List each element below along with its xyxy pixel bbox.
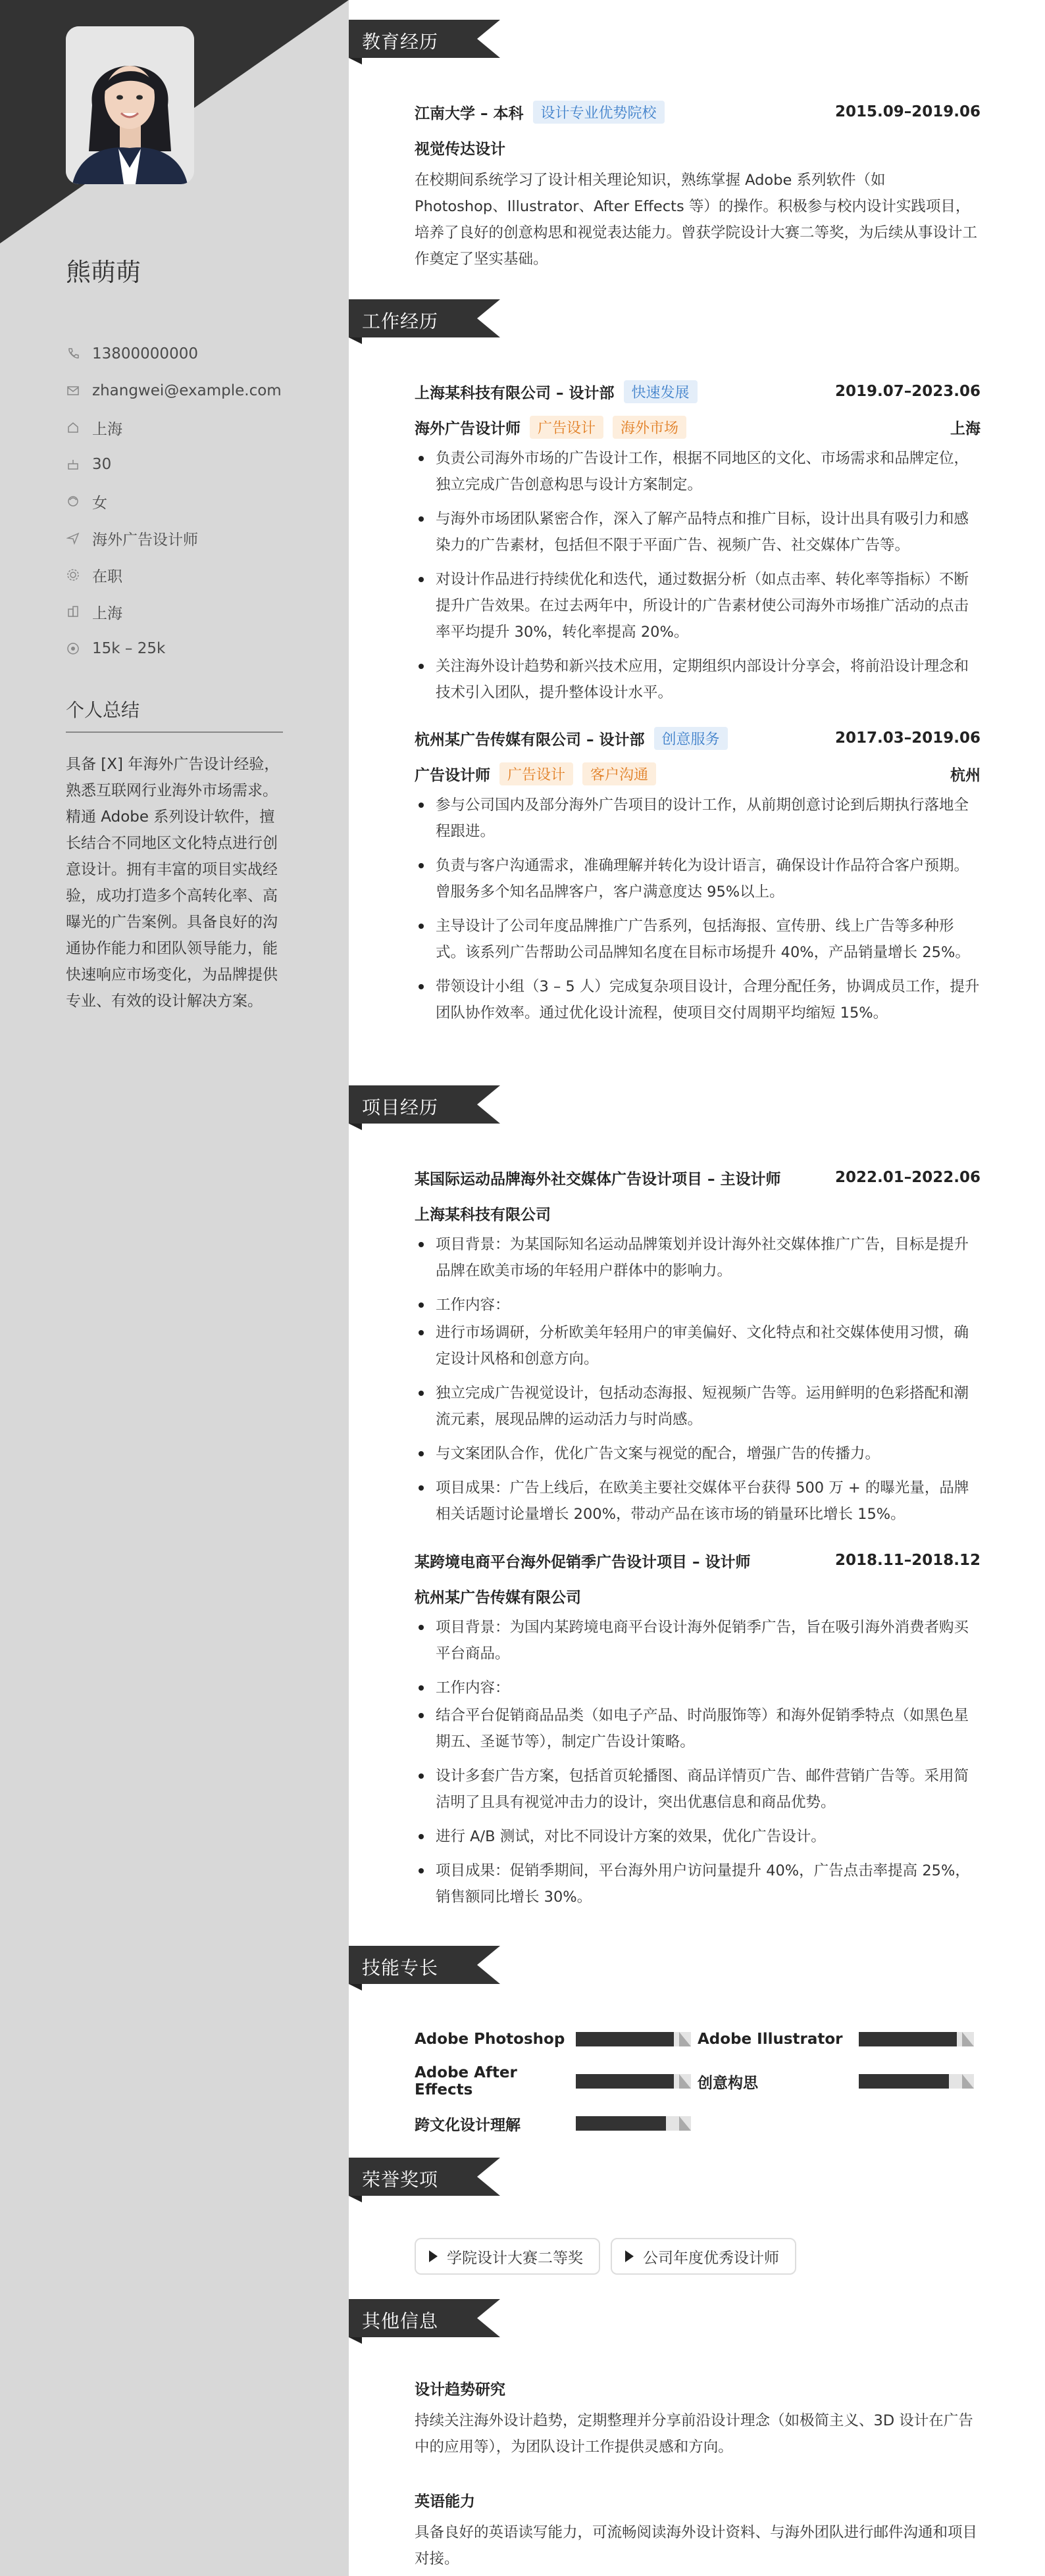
section-header-work [336, 299, 500, 337]
work-entry [415, 725, 981, 1034]
skill-item [415, 2110, 698, 2137]
company-name: 杭州某广告传媒有限公司 – 设计部 [415, 731, 645, 749]
home-icon [66, 420, 80, 435]
project-title: 某国际运动品牌海外社交媒体广告设计项目 – 主设计师 [415, 1170, 781, 1188]
honor-text: 学院设计大赛二等奖 [447, 2249, 583, 2267]
skill-item [415, 2064, 698, 2098]
main-content [349, 0, 1045, 2576]
list-item: 工作内容： [415, 1292, 981, 1318]
contact-status [66, 557, 283, 593]
section-header-skills [336, 1946, 500, 1984]
mail-icon [66, 384, 80, 398]
list-item: 进行 A/B 测试，对比不同设计方案的效果，优化广告设计。 [415, 1823, 981, 1850]
contact-text: 在职 [92, 568, 122, 585]
education-desc: 在校期间系统学习了设计相关理论知识，熟练掌握 Adobe 系列软件（如 Photoshop、Illustrator、After Effects 等）的操作。积极参与校内设计实践项目，培养了良好的创意构思和视觉表达能力。曾获学院设计大赛二等奖，为后续从事设计工作奠定了坚实基础。 [415, 172, 978, 268]
sidebar [0, 0, 349, 2576]
skill-bar [576, 2116, 691, 2131]
contact-text: 13800000000 [92, 345, 198, 362]
work-period: 2017.03–2019.06 [834, 730, 981, 747]
contact-text: zhangwei@example.com [92, 382, 282, 399]
list-item: 项目成果：促销季期间，平台海外用户访问量提升 40%，广告点击率提高 25%，销售额同比增长 30%。 [415, 1858, 981, 1910]
list-item: 关注海外设计趋势和新兴技术应用，定期组织内部设计分享会，将前沿设计理念和技术引入团队，提升整体设计水平。 [415, 653, 981, 706]
role-name: 海外广告设计师 [415, 420, 521, 437]
contact-text: 海外广告设计师 [92, 531, 198, 549]
role-tag: 广告设计 [530, 416, 603, 439]
summary-title: 个人总结 [66, 699, 140, 721]
project-entry [415, 1547, 981, 1918]
list-item: 负责与客户沟通需求，准确理解并转化为设计语言，确保设计作品符合客户预期。曾服务多个知名品牌客户，客户满意度达 95%以上。 [415, 853, 981, 905]
project-company: 杭州某广告传媒有限公司 [415, 1589, 581, 1606]
section-title: 教育经历 [362, 31, 439, 53]
list-item: 独立完成广告视觉设计，包括动态海报、短视频广告等。运用鲜明的色彩搭配和潮流元素，展现品牌的运动活力与时尚感。 [415, 1380, 981, 1433]
project-bullets [415, 1614, 981, 1910]
contact-gender [66, 483, 283, 520]
summary-text: 具备 [X] 年海外广告设计经验，熟悉互联网行业海外市场需求。精通 Adobe 系列设计软件，擅长结合不同地区文化特点进行创意设计。拥有丰富的项目实战经验，成功打造多个高转化率、高曝光的广告案例。具备良好的沟通协作能力和团队领导能力，能快速响应市场变化，为品牌提供专业、有效的设计解决方案。 [66, 756, 280, 1010]
work-bullets [415, 445, 981, 706]
list-item: 与海外市场团队紧密合作，深入了解产品特点和推广目标，设计出具有吸引力和感染力的广告素材，包括但不限于平面广告、视频广告、社交媒体广告等。 [415, 506, 981, 558]
contact-salary [66, 630, 283, 667]
contact-email [66, 372, 283, 409]
list-item: 对设计作品进行持续优化和迭代，通过数据分析（如点击率、转化率等指标）不断提升广告效果。在过去两年中，所设计的广告素材使公司海外市场推广活动的点击率平均提升 30%，转化率提高 20%。 [415, 566, 981, 645]
list-item: 负责公司海外市场的广告设计工作，根据不同地区的文化、市场需求和品牌定位，独立完成广告创意构思与设计方案制定。 [415, 445, 981, 498]
skill-name: Adobe Illustrator [698, 2031, 843, 2048]
list-item: 设计多套广告方案，包括首页轮播图、商品详情页广告、邮件营销广告等。采用简洁明了且具有视觉冲击力的设计，突出优惠信息和商品优势。 [415, 1763, 981, 1816]
other-entry [415, 2375, 981, 2460]
company-name: 上海某科技有限公司 – 设计部 [415, 384, 615, 402]
section-title: 其他信息 [362, 2310, 439, 2332]
skills-list [415, 2026, 981, 2137]
work-entry [415, 378, 981, 714]
section-title: 技能专长 [362, 1957, 439, 1979]
avatar [66, 26, 194, 184]
divider [66, 731, 283, 733]
contact-home [66, 409, 283, 446]
contact-list [66, 335, 283, 667]
project-company: 上海某科技有限公司 [415, 1206, 551, 1224]
list-item: 参与公司国内及部分海外广告项目的设计工作，从前期创意讨论到后期执行落地全程跟进。 [415, 792, 981, 845]
section-title: 项目经历 [362, 1097, 439, 1118]
other-text: 具备良好的英语读写能力，可流畅阅读海外设计资料、与海外团队进行邮件沟通和项目对接。 [415, 2524, 978, 2567]
list-item: 带领设计小组（3 – 5 人）完成复杂项目设计，合理分配任务，协调成员工作，提升团队协作效率。通过优化设计流程，使项目交付周期平均缩短 15%。 [415, 974, 981, 1026]
work-location: 上海 [950, 420, 981, 437]
section-header-honors [336, 2158, 500, 2196]
skill-item [698, 2068, 981, 2094]
role-tag: 客户沟通 [582, 762, 656, 785]
major: 视觉传达设计 [415, 140, 505, 158]
list-item: 结合平台促销商品品类（如电子产品、时尚服饰等）和海外促销季特点（如黑色星期五、圣诞节等），制定广告设计策略。 [415, 1702, 981, 1755]
contact-text: 15k – 25k [92, 640, 166, 657]
work-period: 2019.07–2023.06 [834, 383, 981, 400]
other-entry [415, 2487, 981, 2572]
age-icon [66, 457, 80, 472]
skill-item [698, 2026, 981, 2052]
contact-text: 30 [92, 456, 112, 473]
list-item: 主导设计了公司年度品牌推广广告系列，包括海报、宣传册、线上广告等多种形式。该系列广告帮助公司品牌知名度在目标市场提升 40%，产品销量增长 25%。 [415, 913, 981, 966]
work-bullets [415, 792, 981, 1026]
section-header-projects [336, 1085, 500, 1124]
contact-text: 女 [92, 494, 107, 512]
honor-badge [611, 2238, 796, 2275]
phone-icon [66, 347, 80, 361]
other-text: 持续关注海外设计趋势，定期整理并分享前沿设计理念（如极简主义、3D 设计在广告中的应用等），为团队设计工作提供灵感和方向。 [415, 2412, 973, 2456]
contact-age [66, 446, 283, 483]
section-title: 荣誉奖项 [362, 2169, 439, 2191]
skill-bar [859, 2074, 974, 2089]
skill-item [415, 2026, 698, 2052]
list-item: 进行市场调研，分析欧美年轻用户的审美偏好、文化特点和社交媒体使用习惯，确定设计风格和创意方向。 [415, 1320, 981, 1372]
salary-icon [66, 641, 80, 656]
project-bullets [415, 1231, 981, 1527]
honor-badge [415, 2238, 600, 2275]
skill-bar [576, 2074, 691, 2089]
skill-name: 跨文化设计理解 [415, 2116, 521, 2134]
list-item: 项目背景：为国内某跨境电商平台设计海外促销季广告，旨在吸引海外消费者购买平台商品。 [415, 1614, 981, 1667]
work-location: 杭州 [950, 766, 981, 784]
city-icon [66, 605, 80, 619]
skill-name: Adobe Photoshop [415, 2031, 565, 2048]
skill-name: 创意构思 [698, 2074, 758, 2092]
role-tag: 广告设计 [499, 762, 573, 785]
contact-text: 上海 [92, 420, 122, 438]
contact-city [66, 593, 283, 630]
project-title: 某跨境电商平台海外促销季广告设计项目 – 设计师 [415, 1553, 751, 1571]
gender-icon [66, 494, 80, 508]
education-entry [415, 99, 981, 272]
honors-list [415, 2238, 796, 2275]
list-item: 项目背景：为某国际知名运动品牌策划并设计海外社交媒体推广广告，目标是提升品牌在欧美市场的年轻用户群体中的影响力。 [415, 1231, 981, 1284]
project-period: 2022.01–2022.06 [834, 1169, 981, 1186]
section-header-education [336, 20, 500, 58]
list-item: 工作内容： [415, 1675, 981, 1701]
other-title: 英语能力 [415, 2492, 475, 2510]
list-item: 项目成果：广告上线后，在欧美主要社交媒体平台获得 500 万 + 的曝光量，品牌相关话题讨论量增长 200%，带动产品在该市场的销量环比增长 15%。 [415, 1475, 981, 1527]
section-header-other [336, 2299, 500, 2337]
person-name: 熊萌萌 [66, 258, 141, 287]
honor-text: 公司年度优秀设计师 [643, 2249, 779, 2267]
school-tag: 设计专业优势院校 [533, 101, 665, 124]
skill-bar [576, 2032, 691, 2046]
play-icon [429, 2250, 438, 2262]
contact-phone [66, 335, 283, 372]
contact-job [66, 520, 283, 557]
avatar-portrait [66, 26, 194, 184]
project-period: 2018.11–2018.12 [834, 1552, 981, 1569]
play-icon [625, 2250, 634, 2262]
section-title: 工作经历 [362, 310, 439, 332]
contact-text: 上海 [92, 605, 122, 622]
education-period: 2015.09–2019.06 [834, 103, 981, 120]
other-title: 设计趋势研究 [415, 2381, 505, 2398]
list-item: 与文案团队合作，优化广告文案与视觉的配合，增强广告的传播力。 [415, 1441, 981, 1467]
skill-name: Adobe After Effects [415, 2064, 517, 2098]
role-name: 广告设计师 [415, 766, 490, 784]
job-icon [66, 531, 80, 545]
project-entry [415, 1164, 981, 1535]
company-tag: 快速发展 [624, 380, 698, 403]
company-tag: 创意服务 [654, 727, 728, 750]
status-icon [66, 568, 80, 582]
school-name: 江南大学 – 本科 [415, 105, 524, 122]
role-tag: 海外市场 [613, 416, 686, 439]
skill-bar [859, 2032, 974, 2046]
